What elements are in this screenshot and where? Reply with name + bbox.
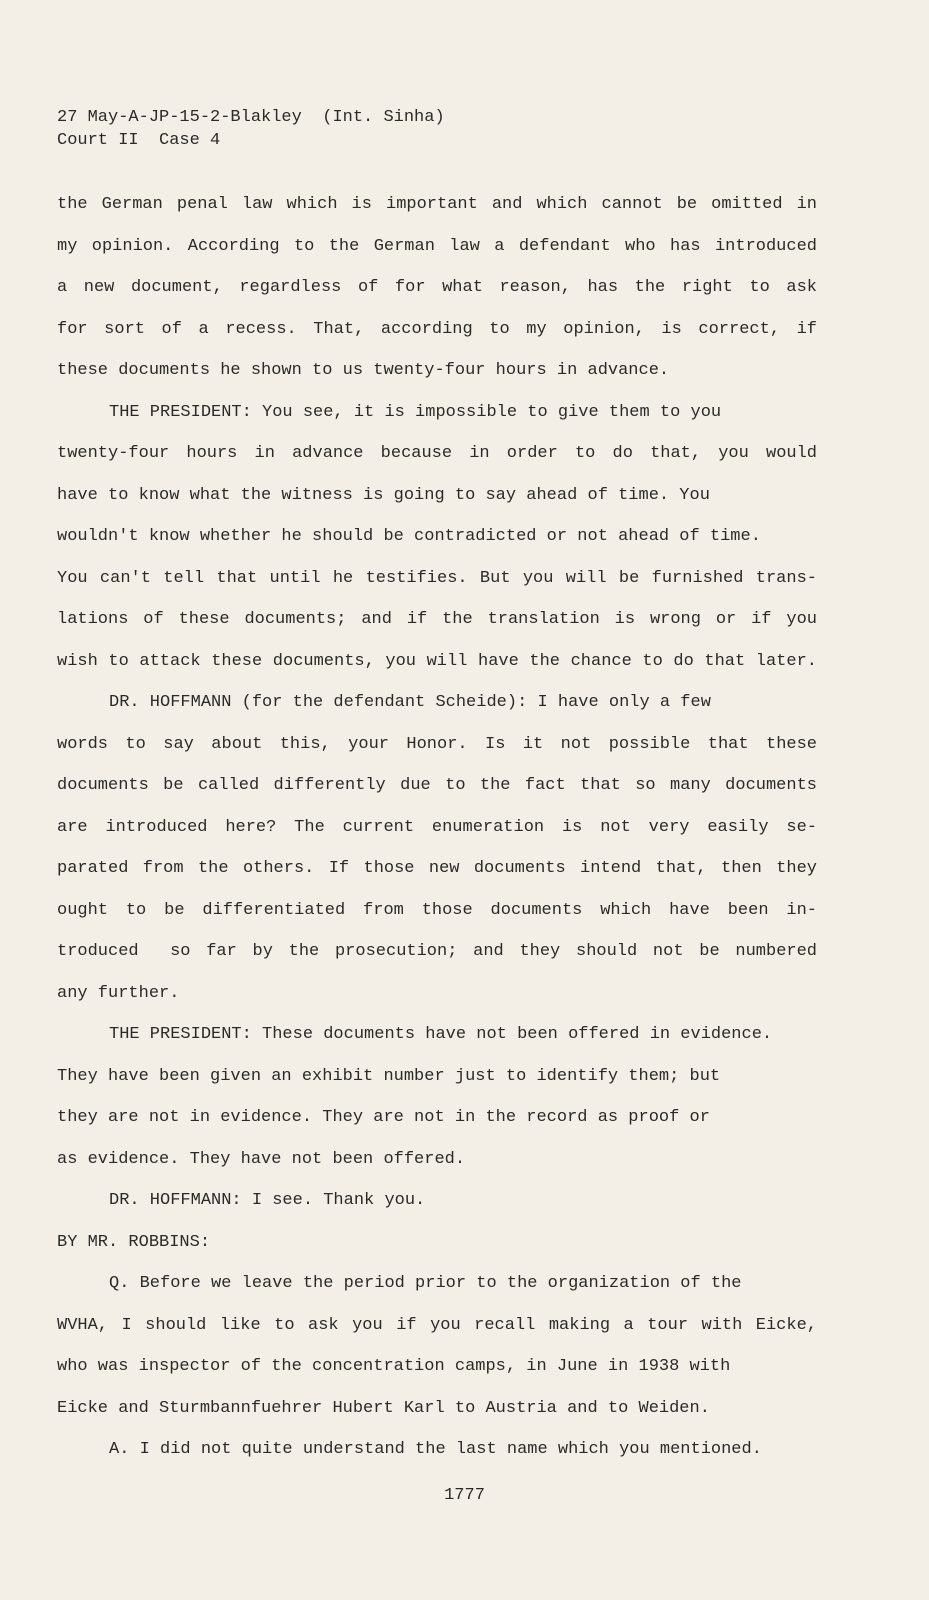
- transcript-line: troduced so far by the prosecution; and they should not be numbered: [57, 942, 817, 961]
- transcript-line: Q. Before we leave the period prior to the organization of the: [109, 1274, 742, 1293]
- transcript-line: DR. HOFFMANN: I see. Thank you.: [109, 1191, 426, 1210]
- transcript-line: parated from the others. If those new documents intend that, then they: [57, 859, 817, 878]
- transcript-line: these documents he shown to us twenty-four hours in advance.: [57, 361, 670, 380]
- transcript-line: any further.: [57, 983, 180, 1003]
- transcript-line: have to know what the witness is going to say ahead of time. You: [57, 485, 710, 505]
- transcript-line: the German penal law which is important and which cannot be omitted in: [57, 195, 817, 214]
- transcript-line: words to say about this, your Honor. Is it not possible that these: [57, 734, 817, 754]
- transcript-line: documents be called differently due to the fact that so many documents: [57, 776, 817, 795]
- transcript-line: WVHA, I should like to ask you if you recall making a tour with Eicke,: [57, 1315, 817, 1335]
- transcript-line: for sort of a recess. That, according to my opinion, is correct, if: [57, 319, 817, 339]
- transcript-line: They have been given an exhibit number just to identify them; but: [57, 1066, 721, 1086]
- transcript-body: [57, 184, 817, 1471]
- transcript-line: THE PRESIDENT: You see, it is impossible to give them to you: [109, 402, 722, 422]
- transcript-line: ought to be differentiated from those documents which have been in-: [57, 900, 817, 920]
- transcript-line: twenty-four hours in advance because in order to do that, you would: [57, 444, 817, 463]
- transcript-line: a new document, regardless of for what reason, has the right to ask: [57, 278, 817, 297]
- document-header: [57, 106, 445, 152]
- transcript-line: wish to attack these documents, you will have the chance to do that later.: [57, 651, 817, 671]
- transcript-line: are introduced here? The current enumeration is not very easily se-: [57, 817, 817, 837]
- header-court-line: Court II Case 4: [57, 131, 221, 150]
- transcript-line: who was inspector of the concentration camps, in June in 1938 with: [57, 1357, 731, 1376]
- transcript-line: A. I did not quite understand the last name which you mentioned.: [109, 1440, 762, 1459]
- transcript-line: wouldn't know whether he should be contradicted or not ahead of time.: [57, 527, 761, 546]
- transcript-line: lations of these documents; and if the translation is wrong or if you: [57, 610, 817, 629]
- transcript-line: DR. HOFFMANN (for the defendant Scheide): I have only a few: [109, 693, 711, 712]
- transcript-line: they are not in evidence. They are not in the record as proof or: [57, 1108, 710, 1127]
- transcript-line: You can't tell that until he testifies. But you will be furnished trans-: [57, 568, 817, 588]
- header-reference-line: 27 May-A-JP-15-2-Blakley (Int. Sinha): [57, 108, 445, 127]
- transcript-line: my opinion. According to the German law a defendant who has introduced: [57, 236, 817, 256]
- transcript-line: as evidence. They have not been offered.: [57, 1149, 466, 1169]
- transcript-line: Eicke and Sturmbannfuehrer Hubert Karl to Austria and to Weiden.: [57, 1398, 710, 1418]
- page-number: 1777: [444, 1486, 485, 1505]
- transcript-line: BY MR. ROBBINS:: [57, 1232, 211, 1252]
- transcript-line: THE PRESIDENT: These documents have not been offered in evidence.: [109, 1025, 773, 1044]
